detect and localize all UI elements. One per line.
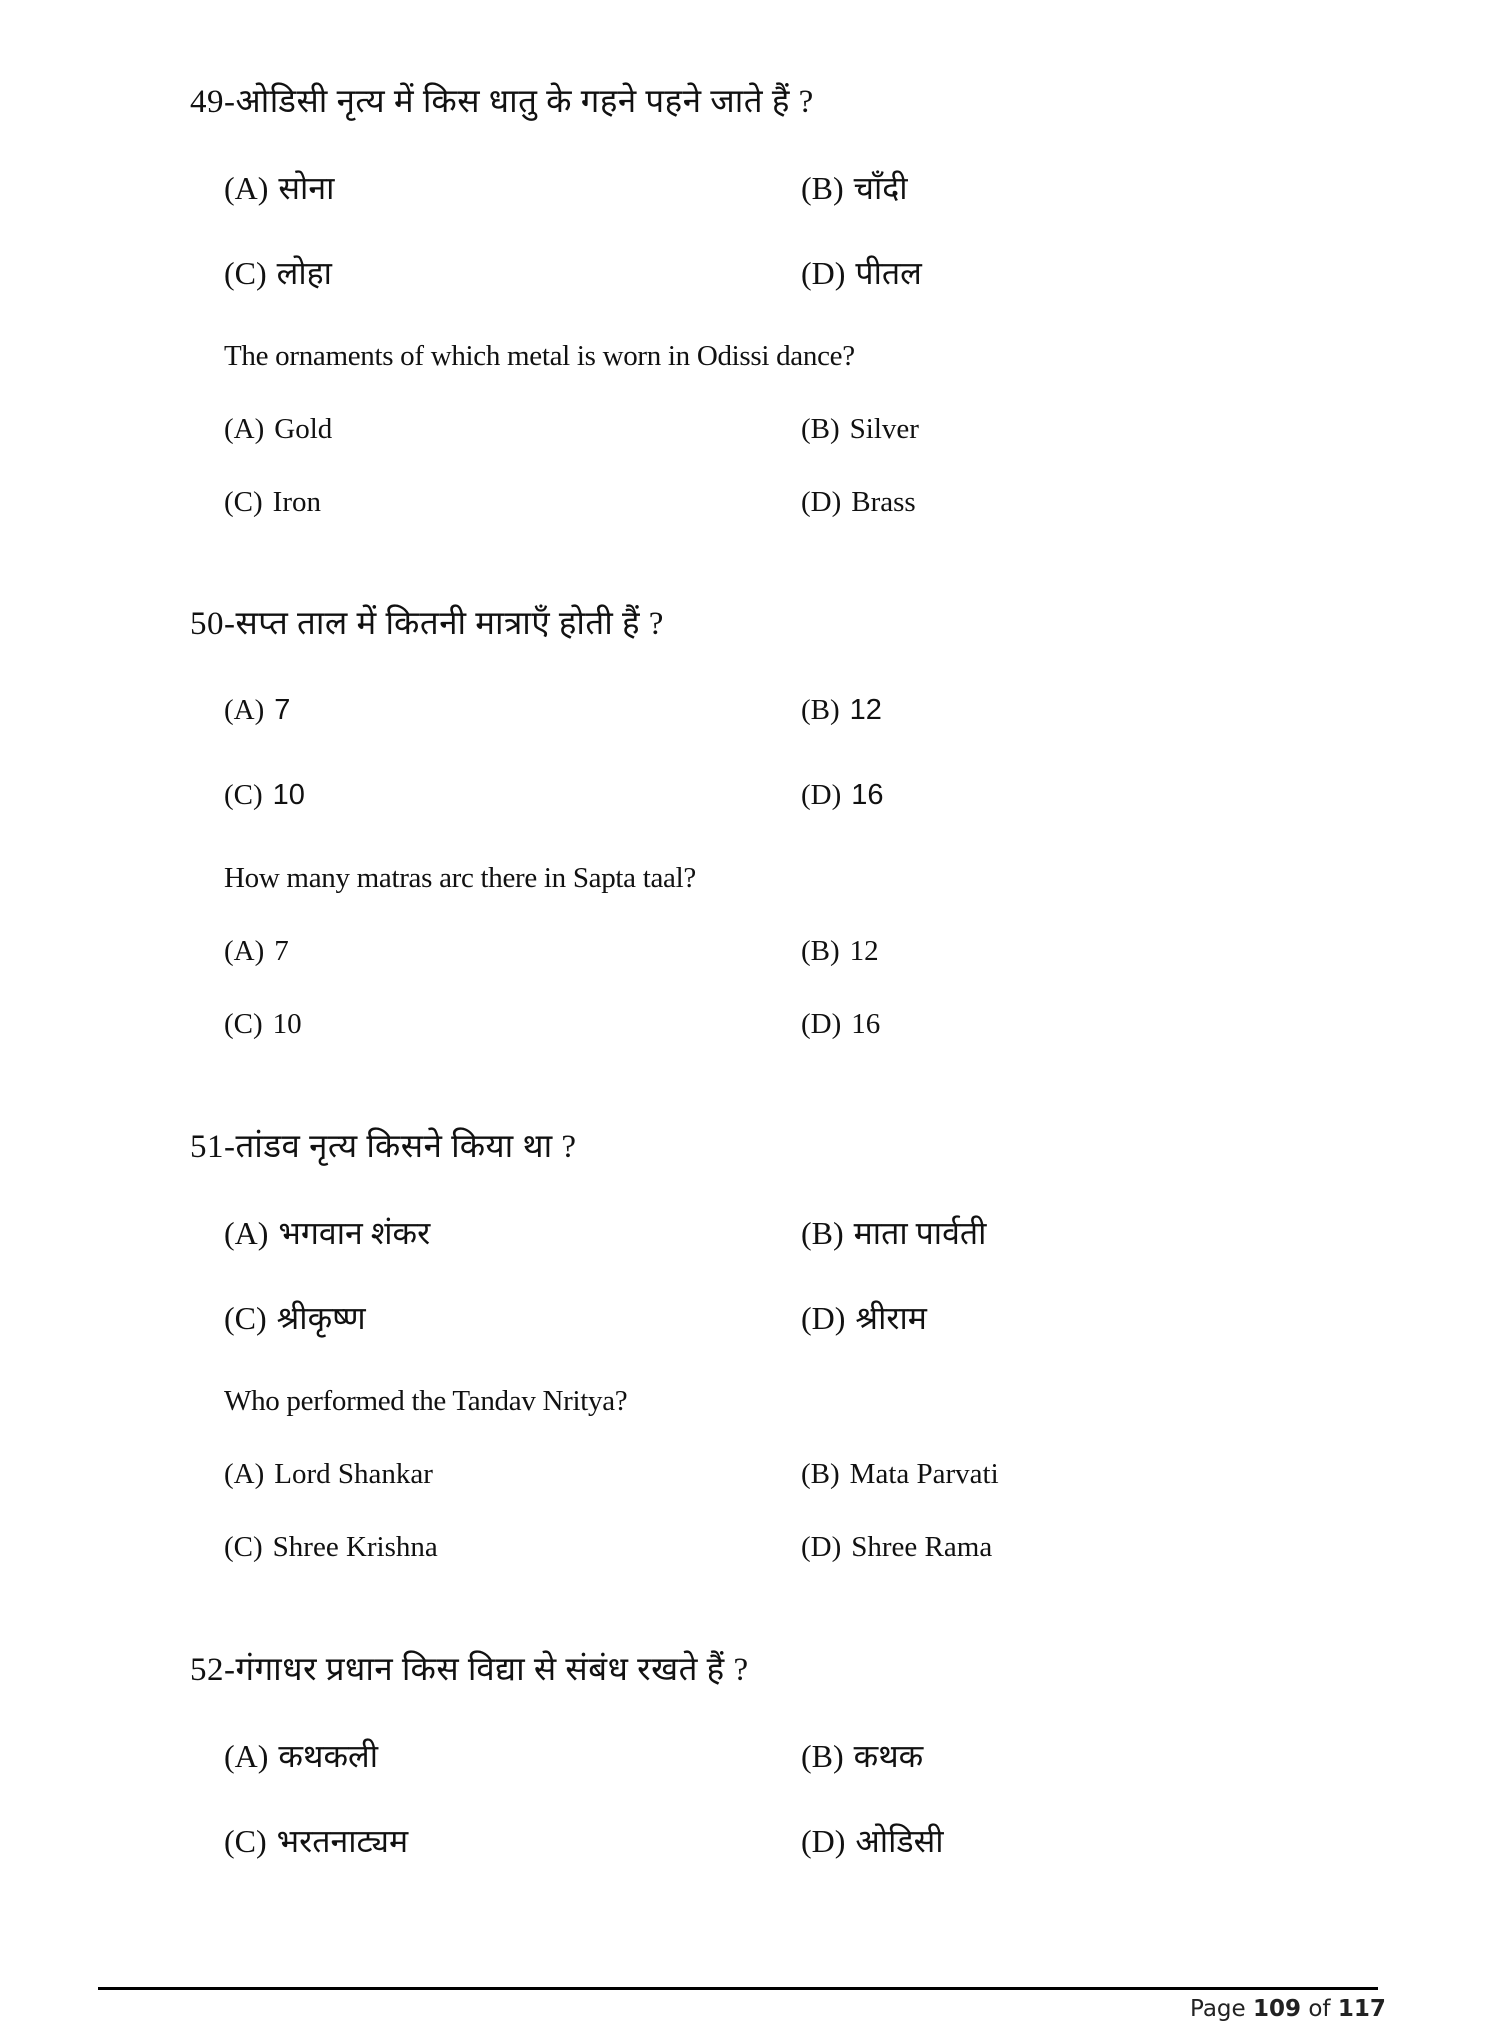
option-c-hindi bbox=[224, 255, 332, 291]
option-label: (A) bbox=[224, 413, 265, 445]
page-word: Page bbox=[1190, 1996, 1246, 2022]
option-text: Lord Shankar bbox=[274, 1458, 433, 1490]
option-label: (B) bbox=[801, 413, 840, 445]
option-text: Shree Krishna bbox=[272, 1531, 438, 1563]
option-b-english bbox=[801, 411, 919, 447]
question-title-hindi bbox=[190, 82, 814, 122]
option-text: Brass bbox=[851, 486, 916, 518]
option-text: श्रीराम bbox=[855, 1300, 927, 1336]
question-number: 51- bbox=[190, 1129, 236, 1165]
option-text: 12 bbox=[849, 935, 879, 967]
option-text: कथकली bbox=[278, 1738, 379, 1774]
option-text: 16 bbox=[851, 779, 884, 811]
option-label: (B) bbox=[801, 694, 840, 726]
option-label: (C) bbox=[224, 255, 267, 291]
option-d-english bbox=[801, 1006, 880, 1042]
page-number bbox=[1190, 1996, 1386, 2022]
option-a-english bbox=[224, 411, 332, 447]
option-label: (B) bbox=[801, 170, 844, 206]
current-page: 109 bbox=[1253, 1996, 1302, 2022]
option-text: Iron bbox=[272, 486, 321, 518]
option-a-hindi bbox=[224, 170, 334, 206]
option-label: (D) bbox=[801, 1531, 842, 1563]
question-title-english: Who performed the Tandav Nritya? bbox=[224, 1385, 628, 1417]
option-text: Gold bbox=[274, 413, 333, 445]
option-label: (C) bbox=[224, 1008, 263, 1040]
option-label: (B) bbox=[801, 1215, 844, 1251]
option-c-hindi bbox=[224, 777, 305, 813]
option-text: श्रीकृष्ण bbox=[276, 1300, 366, 1336]
option-text: 16 bbox=[851, 1008, 881, 1040]
option-d-hindi bbox=[801, 1823, 944, 1859]
option-a-english bbox=[224, 933, 289, 969]
option-b-hindi bbox=[801, 170, 908, 206]
option-label: (C) bbox=[224, 1300, 267, 1336]
option-text: चाँदी bbox=[853, 170, 908, 206]
question-title-hindi bbox=[190, 1127, 577, 1167]
option-text: 12 bbox=[849, 694, 882, 726]
question-text: सप्त ताल में कितनी मात्राएँ होती हैं ? bbox=[235, 606, 664, 642]
option-label: (A) bbox=[224, 1458, 265, 1490]
option-d-english bbox=[801, 1529, 992, 1565]
option-text: भगवान शंकर bbox=[278, 1215, 431, 1251]
footer-divider bbox=[98, 1987, 1378, 1990]
option-text: Shree Rama bbox=[851, 1531, 993, 1563]
option-text: पीतल bbox=[855, 255, 922, 291]
option-label: (D) bbox=[801, 1300, 846, 1336]
option-a-hindi bbox=[224, 1215, 430, 1251]
option-c-english bbox=[224, 1529, 438, 1565]
option-text: 10 bbox=[272, 779, 305, 811]
question-title-english: The ornaments of which metal is worn in Odissi dance? bbox=[224, 340, 855, 372]
option-label: (D) bbox=[801, 779, 842, 811]
option-d-hindi bbox=[801, 1300, 927, 1336]
question-text: ओडिसी नृत्य में किस धातु के गहने पहने जाते हैं ? bbox=[235, 84, 814, 120]
option-text: Silver bbox=[849, 413, 919, 445]
option-b-hindi bbox=[801, 1738, 923, 1774]
option-label: (A) bbox=[224, 1215, 269, 1251]
option-text: 10 bbox=[272, 1008, 302, 1040]
option-label: (C) bbox=[224, 486, 263, 518]
option-text: भरतनाट्यम bbox=[276, 1823, 409, 1859]
option-label: (B) bbox=[801, 1458, 840, 1490]
option-label: (C) bbox=[224, 1531, 263, 1563]
option-a-hindi bbox=[224, 1738, 378, 1774]
total-pages: 117 bbox=[1337, 1996, 1386, 2022]
option-b-english bbox=[801, 933, 879, 969]
option-text: लोहा bbox=[276, 255, 332, 291]
option-label: (D) bbox=[801, 486, 842, 518]
option-label: (D) bbox=[801, 1008, 842, 1040]
option-label: (B) bbox=[801, 1738, 844, 1774]
question-title-hindi bbox=[190, 604, 664, 644]
option-text: माता पार्वती bbox=[853, 1215, 987, 1251]
question-title-hindi bbox=[190, 1650, 749, 1690]
option-a-hindi bbox=[224, 692, 290, 728]
question-title-english: How many matras arc there in Sapta taal? bbox=[224, 862, 696, 894]
question-number: 49- bbox=[190, 84, 236, 120]
option-label: (B) bbox=[801, 935, 840, 967]
option-b-hindi bbox=[801, 692, 882, 728]
option-a-english bbox=[224, 1456, 433, 1492]
option-label: (A) bbox=[224, 694, 265, 726]
option-label: (D) bbox=[801, 1823, 846, 1859]
option-label: (C) bbox=[224, 779, 263, 811]
option-d-english bbox=[801, 484, 916, 520]
option-label: (A) bbox=[224, 935, 265, 967]
option-c-hindi bbox=[224, 1823, 408, 1859]
option-label: (A) bbox=[224, 1738, 269, 1774]
question-number: 50- bbox=[190, 606, 236, 642]
option-c-hindi bbox=[224, 1300, 366, 1336]
option-text: सोना bbox=[278, 170, 335, 206]
option-text: Mata Parvati bbox=[849, 1458, 999, 1490]
option-text: 7 bbox=[274, 694, 291, 726]
option-text: 7 bbox=[274, 935, 289, 967]
option-c-english bbox=[224, 484, 321, 520]
option-label: (A) bbox=[224, 170, 269, 206]
option-d-hindi bbox=[801, 255, 922, 291]
question-text: गंगाधर प्रधान किस विद्या से संबंध रखते हैं ? bbox=[235, 1652, 749, 1688]
option-label: (D) bbox=[801, 255, 846, 291]
option-b-english bbox=[801, 1456, 999, 1492]
option-text: कथक bbox=[853, 1738, 924, 1774]
of-word: of bbox=[1308, 1996, 1331, 2022]
question-text: तांडव नृत्य किसने किया था ? bbox=[235, 1129, 577, 1165]
question-number: 52- bbox=[190, 1652, 236, 1688]
option-c-english bbox=[224, 1006, 302, 1042]
option-label: (C) bbox=[224, 1823, 267, 1859]
option-text: ओडिसी bbox=[855, 1823, 944, 1859]
option-d-hindi bbox=[801, 777, 884, 813]
option-b-hindi bbox=[801, 1215, 986, 1251]
